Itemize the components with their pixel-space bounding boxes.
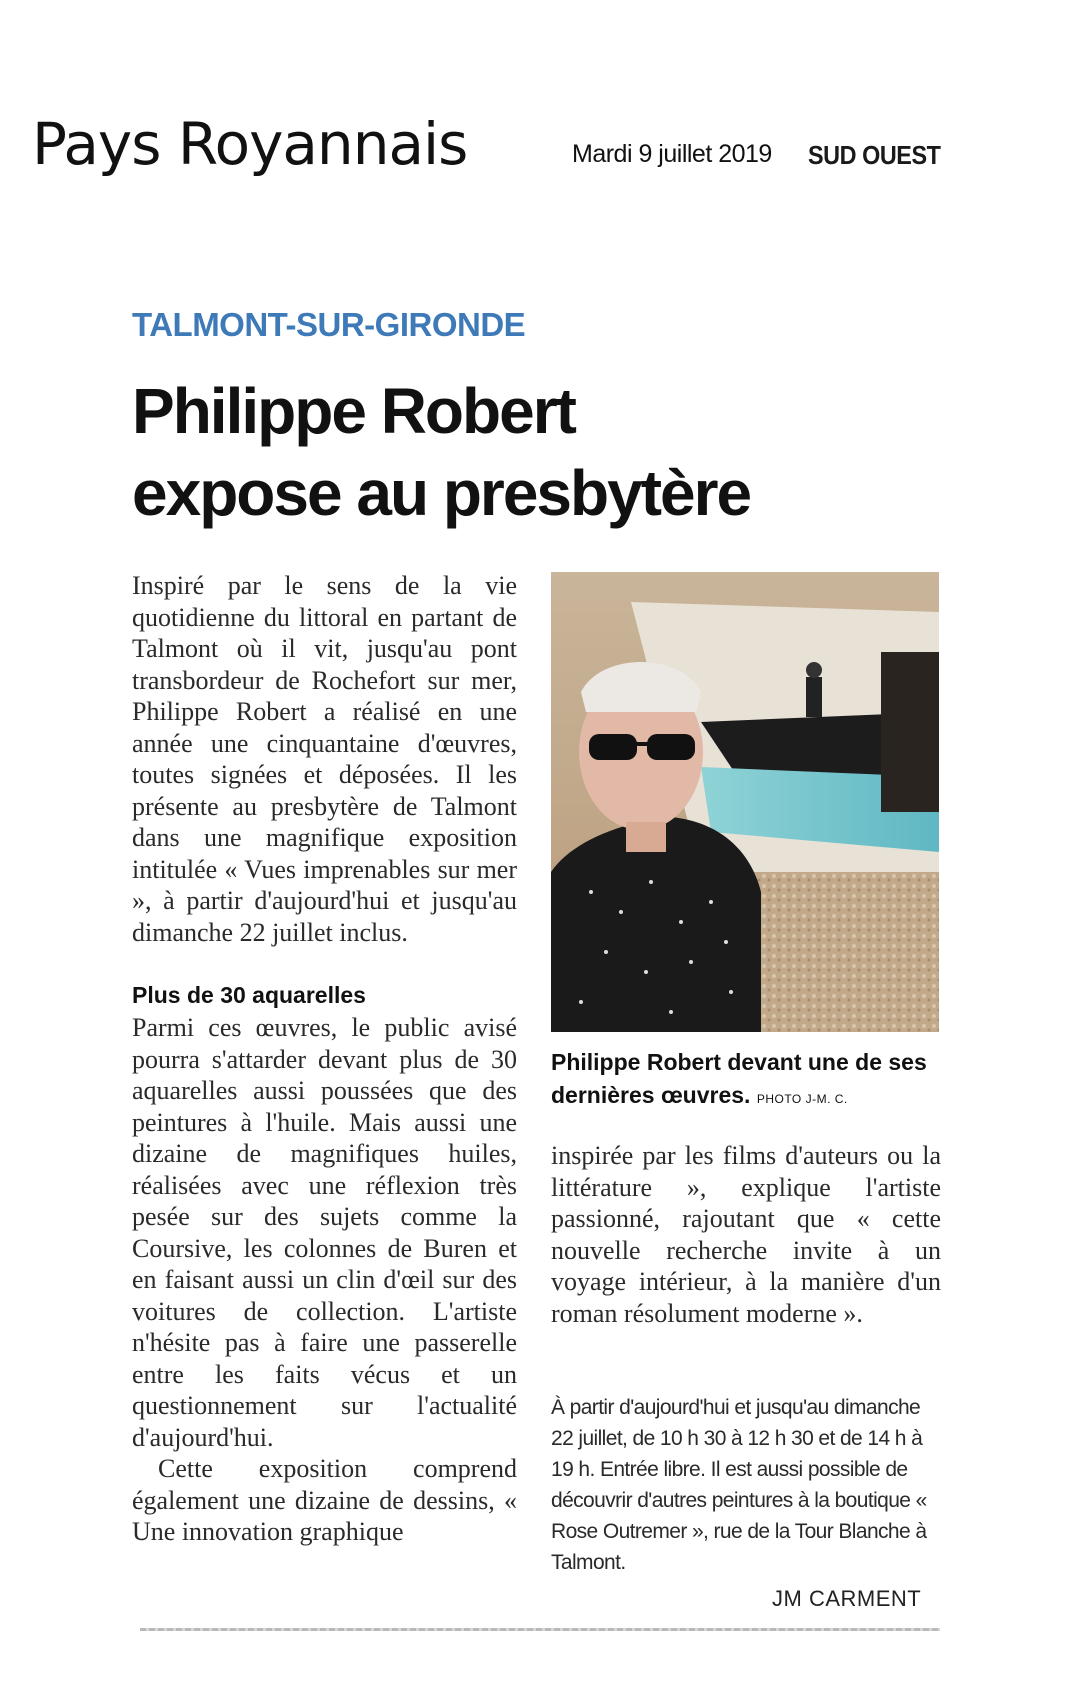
photo-caption bbox=[551, 1046, 941, 1116]
body-paragraph-2: Cette exposition comprend également une dizaine de dessins, « Une innovation graphique bbox=[132, 1454, 517, 1546]
newspaper-name: SUD OUEST bbox=[808, 140, 941, 170]
article-subhead: Plus de 30 aquarelles bbox=[132, 982, 366, 1008]
body-paragraph-2-continued: inspirée par les films d'auteurs ou la littérature », explique l'artiste passionné, rajoutant que « cette nouvelle recherche invite à un voyage intérieur, à la manière d'un roman résolument moderne ». bbox=[551, 1141, 941, 1328]
headline-line-1: Philippe Robert bbox=[132, 375, 575, 447]
article-column-1 bbox=[132, 570, 517, 1548]
section-title: Pays Royannais bbox=[32, 110, 468, 178]
headline-line-2: expose au presbytère bbox=[132, 457, 751, 529]
bottom-divider bbox=[140, 1628, 940, 1631]
practical-info: À partir d'aujourd'hui et jusqu'au dimanche 22 juillet, de 10 h 30 à 12 h 30 et de 14 h à 19 h. Entrée libre. Il est aussi possible de découvrir d'autres peintures à la boutique « Rose Outremer », rue de la Tour Blanche à Talmont. bbox=[551, 1396, 927, 1574]
publication-date: Mardi 9 juillet 2019 bbox=[572, 140, 772, 168]
photo-illustration bbox=[551, 572, 939, 1032]
article-headline bbox=[132, 370, 852, 534]
body-paragraph-1: Parmi ces œuvres, le public avisé pourra s'attarder devant plus de 30 aquarelles aussi poussées que des peintures à l'huile. Mais aussi une dizaine de magnifiques huiles, réalisées avec une réflexion très pesée sur des sujets comme la Coursive, les colonnes de Buren et en faisant aussi un clin d'œil sur des voitures de collection. L'artiste n'hésite pas à faire une passerelle entre les faits vécus et un questionnement sur l'actualité d'aujourd'hui. bbox=[132, 1013, 517, 1452]
article-photo bbox=[551, 572, 939, 1032]
article-column-2 bbox=[551, 1140, 941, 1329]
photo-credit: PHOTO J-M. C. bbox=[756, 1092, 848, 1106]
article-byline: JM CARMENT bbox=[772, 1586, 922, 1611]
intro-paragraph: Inspiré par le sens de la vie quotidienne du littoral en partant de Talmont où il vit, jusqu'au pont transbordeur de Rochefort sur mer, Philippe Robert a réalisé en une année une cinquantaine d'œuvres, toutes signées et déposées. Il les présente au presbytère de Talmont dans une magnifique exposition intitulée « Vues imprenables sur mer », à partir d'aujourd'hui et jusqu'au dimanche 22 juillet inclus. bbox=[132, 571, 517, 947]
article-kicker: TALMONT-SUR-GIRONDE bbox=[132, 306, 526, 343]
caption-text: Philippe Robert devant une de ses dernières œuvres. bbox=[551, 1049, 927, 1108]
